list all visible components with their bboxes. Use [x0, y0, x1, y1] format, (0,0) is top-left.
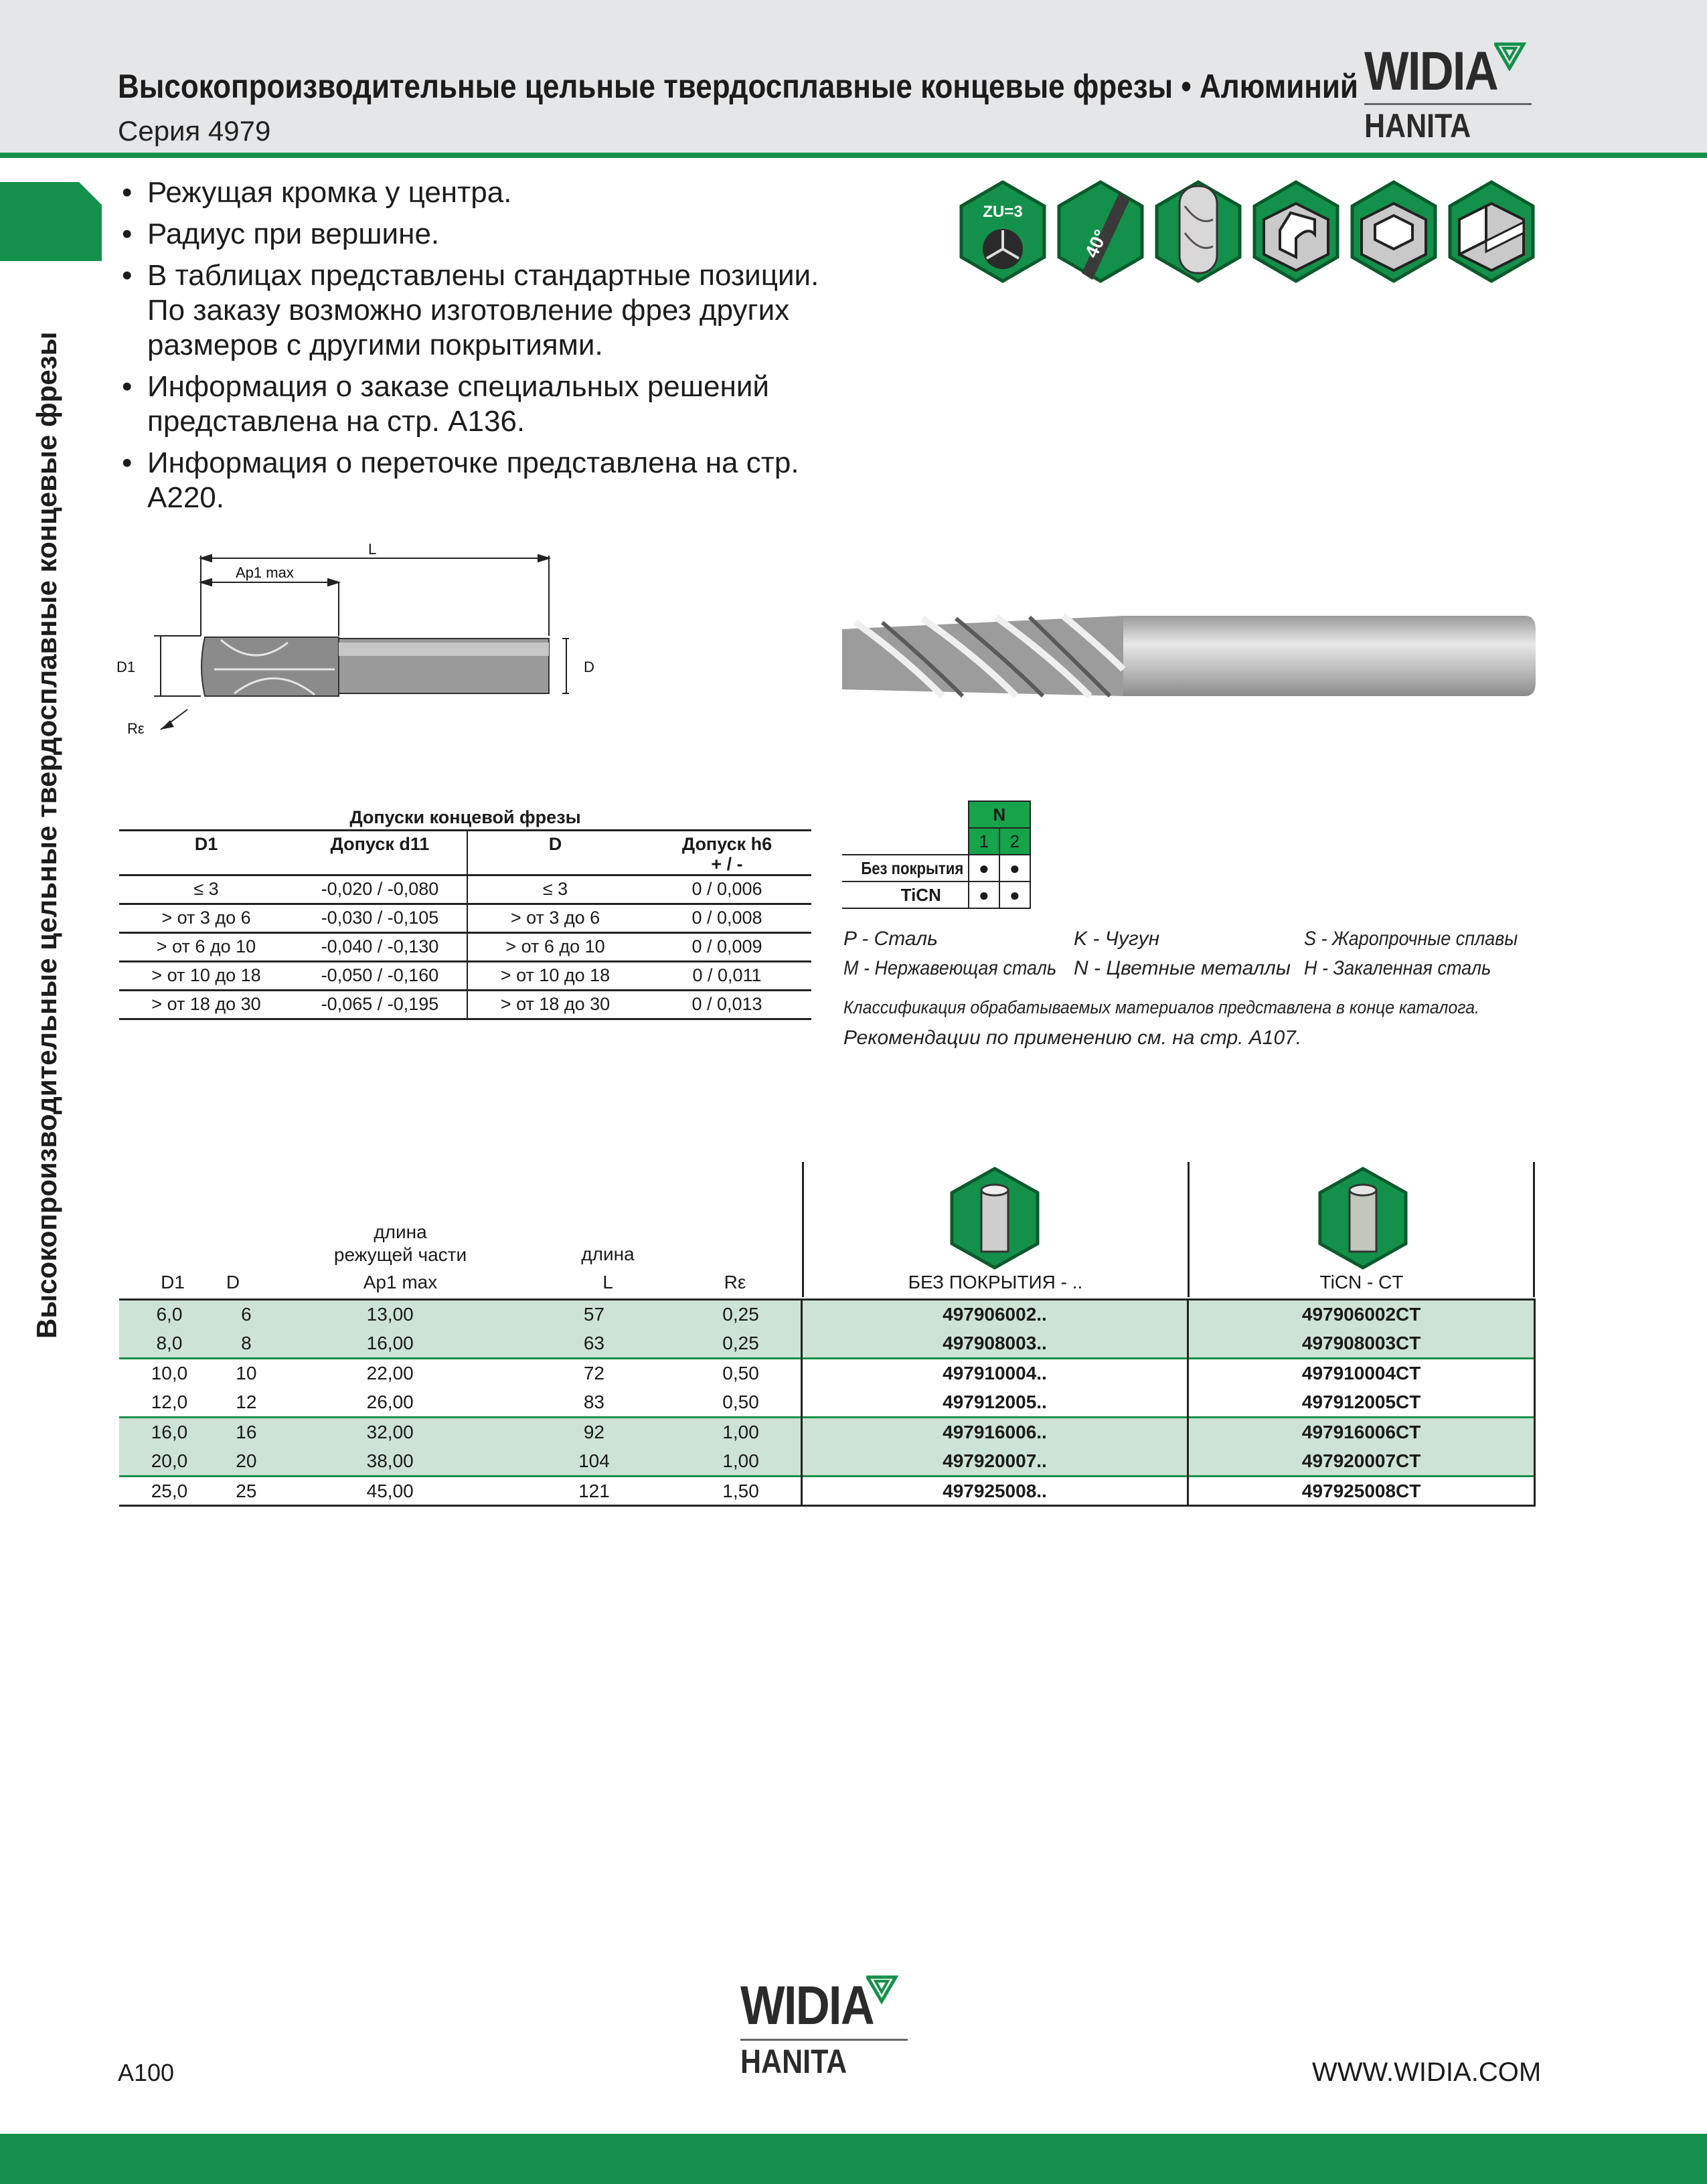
legend-s: S - Жаропрочные сплавы: [1304, 928, 1518, 950]
table-row: [119, 904, 811, 932]
cell-r: 0,25: [681, 1329, 801, 1359]
cell-ap: 45,00: [366, 1480, 414, 1501]
table-row: [119, 875, 811, 904]
h-r: Rε: [724, 1272, 746, 1292]
table-row: [119, 1359, 1535, 1388]
cell: -0,040 / -0,130: [321, 936, 439, 956]
cell-l: 57: [507, 1300, 681, 1329]
website-url: WWW.WIDIA.COM: [1312, 2057, 1542, 2087]
tool-photo: [842, 609, 1538, 709]
cell-l: 92: [507, 1418, 681, 1447]
flutes-icon: [957, 179, 1048, 284]
table-row: [119, 1418, 1535, 1447]
table-row: [119, 1388, 1535, 1418]
cell-l: 104: [507, 1447, 681, 1477]
cell-d: 20: [220, 1447, 273, 1477]
cell-l: 63: [507, 1329, 681, 1359]
cell-code-uncoated: 497906002..: [801, 1300, 1188, 1329]
helix-label: 40°: [1080, 226, 1112, 261]
table-row: [119, 990, 811, 1019]
flutes-label: ZU=3: [983, 203, 1023, 221]
cell-d: 10: [236, 1363, 257, 1384]
bullet-item: • В таблицах представлены стандартные позиции. По заказу возможно изготовление фрез других размеров с другими покрытиями.: [122, 258, 858, 363]
h-d1: D1: [161, 1272, 185, 1292]
feature-list: [122, 175, 858, 522]
cell-code-ticn: 497925008CT: [1188, 1477, 1535, 1506]
logo-widia-text: WIDIA: [1364, 41, 1498, 102]
legend-k: K - Чугун: [1074, 928, 1160, 950]
blank-cell: [842, 801, 969, 828]
cell-ap: 13,00: [273, 1300, 507, 1329]
h-d: D: [226, 1272, 240, 1292]
cell-code-uncoated: 497912005..: [801, 1388, 1188, 1418]
cell-d1: 12,0: [151, 1391, 188, 1412]
cell-ap: 26,00: [366, 1391, 414, 1412]
cell-code-ticn: 497906002CT: [1188, 1300, 1535, 1329]
side-vertical-label: Высокопроизводительные цельные твердосплавные концевые фрезы: [31, 331, 62, 1339]
cell-d: 16: [220, 1418, 273, 1447]
cell-code-uncoated: 497908003..: [801, 1329, 1188, 1359]
cell-code-uncoated: 497920007..: [801, 1447, 1188, 1477]
tolerance-caption: Допуски концевой фрезы: [119, 806, 811, 830]
cell-d: 6: [220, 1300, 273, 1329]
cell: 0 / 0,011: [692, 965, 762, 985]
h-ap: Ap1 max: [363, 1272, 438, 1292]
tool-drawing: [114, 535, 623, 750]
cell-ap: 16,00: [273, 1329, 507, 1359]
tol-h-d1: D1: [194, 833, 218, 854]
side-tab: [0, 182, 102, 261]
h-l-top: длина: [581, 1244, 635, 1264]
blank-cell: [842, 828, 969, 855]
bullet-item: • Информация о заказе специальных решений представлена на стр. A136.: [122, 369, 858, 439]
cell: -0,065 / -0,195: [321, 994, 439, 1014]
dim-r: Rε: [127, 720, 145, 737]
cutter-profile-icon: [1153, 179, 1244, 284]
helix-angle-icon: [1055, 179, 1146, 284]
cell-d: 12: [236, 1391, 257, 1412]
cell: > от 18 до 30: [151, 994, 261, 1014]
cell-ap: 22,00: [366, 1363, 414, 1384]
widia-chevron-icon: [1494, 41, 1534, 71]
table-row: [119, 1300, 1535, 1329]
legend-p: P - Сталь: [843, 928, 938, 950]
header-logo: [1363, 41, 1537, 149]
widia-chevron-icon: [866, 1975, 906, 2004]
footer-bar: [0, 2134, 1707, 2184]
logo-hanita-text: HANITA: [740, 2043, 847, 2080]
cell-code-uncoated: 497910004..: [801, 1359, 1188, 1388]
cell: ≤ 3: [467, 875, 643, 904]
cell-code-uncoated: 497916006..: [801, 1418, 1188, 1447]
bullet-item: • Радиус при вершине.: [122, 217, 858, 252]
product-table: [119, 1298, 1536, 1507]
h-l: L: [602, 1272, 613, 1292]
legend-m: M - Нержавеющая сталь: [843, 957, 1057, 979]
legend-n: N - Цветные металлы: [1074, 957, 1291, 979]
cell-d1: 6,0: [119, 1300, 220, 1329]
cell: 0 / 0,008: [692, 908, 762, 928]
slotting-icon: [1250, 179, 1342, 284]
page-title: Высокопроизводительные цельные твердосплавные концевые фрезы • Алюминий: [118, 68, 1358, 105]
recommendation-note: Рекомендации по применению см. на стр. A107.: [843, 1027, 1302, 1049]
tol-h-h6: Допуск h6 + / -: [681, 833, 773, 874]
series-label: Серия 4979: [118, 115, 271, 147]
application-matrix: [842, 801, 1031, 909]
cell-d1: 25,0: [151, 1480, 188, 1501]
dim-d: D: [584, 659, 594, 675]
h-ap-top: длина режущей части: [333, 1222, 467, 1265]
cell: > от 18 до 30: [467, 990, 643, 1019]
cell-d1: 16,0: [119, 1418, 220, 1447]
logo-widia-text: WIDIA: [740, 1975, 874, 2036]
cell-r: 0,50: [722, 1391, 759, 1412]
logo-hanita-text: HANITA: [1364, 107, 1471, 145]
cell-ap: 32,00: [273, 1418, 507, 1447]
cell-code-ticn: 497920007CT: [1188, 1447, 1535, 1477]
cell-code-ticn: 497908003CT: [1188, 1329, 1535, 1359]
logo-divider: [740, 2039, 908, 2041]
page-number: A100: [118, 2059, 175, 2086]
cell-r: 0,25: [681, 1300, 801, 1329]
cell-d1: 10,0: [151, 1363, 188, 1384]
ticn-tool-icon: [1316, 1166, 1410, 1270]
table-row: [119, 961, 811, 990]
cell: ≤ 3: [193, 879, 219, 899]
cell: -0,050 / -0,160: [321, 965, 439, 985]
cell: -0,020 / -0,080: [321, 879, 439, 899]
footer-logo: [739, 1972, 913, 2079]
dim-d1: D1: [116, 659, 136, 675]
h-uncoated: БЕЗ ПОКРЫТИЯ - ..: [908, 1272, 1083, 1292]
mark: ●: [999, 855, 1030, 881]
bullet-item: • Информация о переточке представлена на стр. A220.: [122, 446, 858, 515]
cell: > от 6 до 10: [156, 936, 256, 956]
table-row: [119, 1447, 1535, 1477]
cell: > от 10 до 18: [467, 961, 643, 990]
cell-r: 1,00: [681, 1447, 801, 1477]
cell-code-ticn: 497912005CT: [1188, 1388, 1535, 1418]
tol-h-d11: Допуск d11: [330, 833, 430, 854]
mark: ●: [969, 881, 999, 908]
feature-icons: [957, 179, 1540, 286]
mark: ●: [999, 881, 1030, 908]
dim-L: L: [368, 541, 377, 558]
cell-r: 1,50: [722, 1480, 759, 1501]
cell-ap: 38,00: [273, 1447, 507, 1477]
main-table-header: [119, 1162, 1536, 1297]
table-row: [119, 1477, 1535, 1506]
tol-h-d: D: [467, 830, 643, 875]
cell: > от 3 до 6: [467, 904, 643, 932]
cell: > от 3 до 6: [161, 908, 251, 928]
cell-code-ticn: 497910004CT: [1188, 1359, 1535, 1388]
cell-d1: 8,0: [119, 1329, 220, 1359]
cell-l: 121: [578, 1480, 610, 1501]
cell-d1: 20,0: [119, 1447, 220, 1477]
material-group-n: N: [969, 801, 1030, 828]
table-row: [119, 932, 811, 961]
cell: -0,030 / -0,105: [321, 908, 439, 928]
cell-l: 72: [583, 1363, 605, 1384]
row-label-uncoated: Без покрытия: [861, 857, 964, 878]
cell: 0 / 0,006: [692, 879, 762, 899]
cell-r: 1,00: [681, 1418, 801, 1447]
cell: > от 10 до 18: [151, 965, 261, 985]
cell-r: 0,50: [722, 1363, 759, 1384]
uncoated-tool-icon: [948, 1166, 1042, 1270]
cell-code-uncoated: 497925008..: [801, 1477, 1188, 1506]
tolerance-table: [119, 806, 811, 1020]
classification-note: Классификация обрабатываемых материалов представлена в конце каталога.: [843, 997, 1479, 1017]
col-2: 2: [999, 828, 1030, 855]
legend-h: H - Закаленная сталь: [1304, 957, 1491, 979]
bullet-item: • Режущая кромка у центра.: [122, 175, 858, 210]
col-1: 1: [969, 828, 999, 855]
shoulder-milling-icon: [1446, 179, 1537, 284]
cell-d: 25: [236, 1480, 257, 1501]
logo-divider: [1364, 103, 1532, 105]
h-ticn: TiCN - CT: [1319, 1272, 1404, 1292]
cell-d: 8: [220, 1329, 273, 1359]
cell: 0 / 0,009: [692, 936, 762, 956]
cell: > от 6 до 10: [467, 932, 643, 961]
cell-l: 83: [583, 1391, 605, 1412]
pocketing-icon: [1348, 179, 1439, 284]
row-label-ticn: TiCN: [900, 884, 941, 905]
mark: ●: [969, 855, 999, 881]
dim-ap: Ap1 max: [236, 564, 294, 581]
cell-code-ticn: 497916006CT: [1188, 1418, 1535, 1447]
cell: 0 / 0,013: [692, 994, 762, 1014]
table-row: [119, 1329, 1535, 1359]
